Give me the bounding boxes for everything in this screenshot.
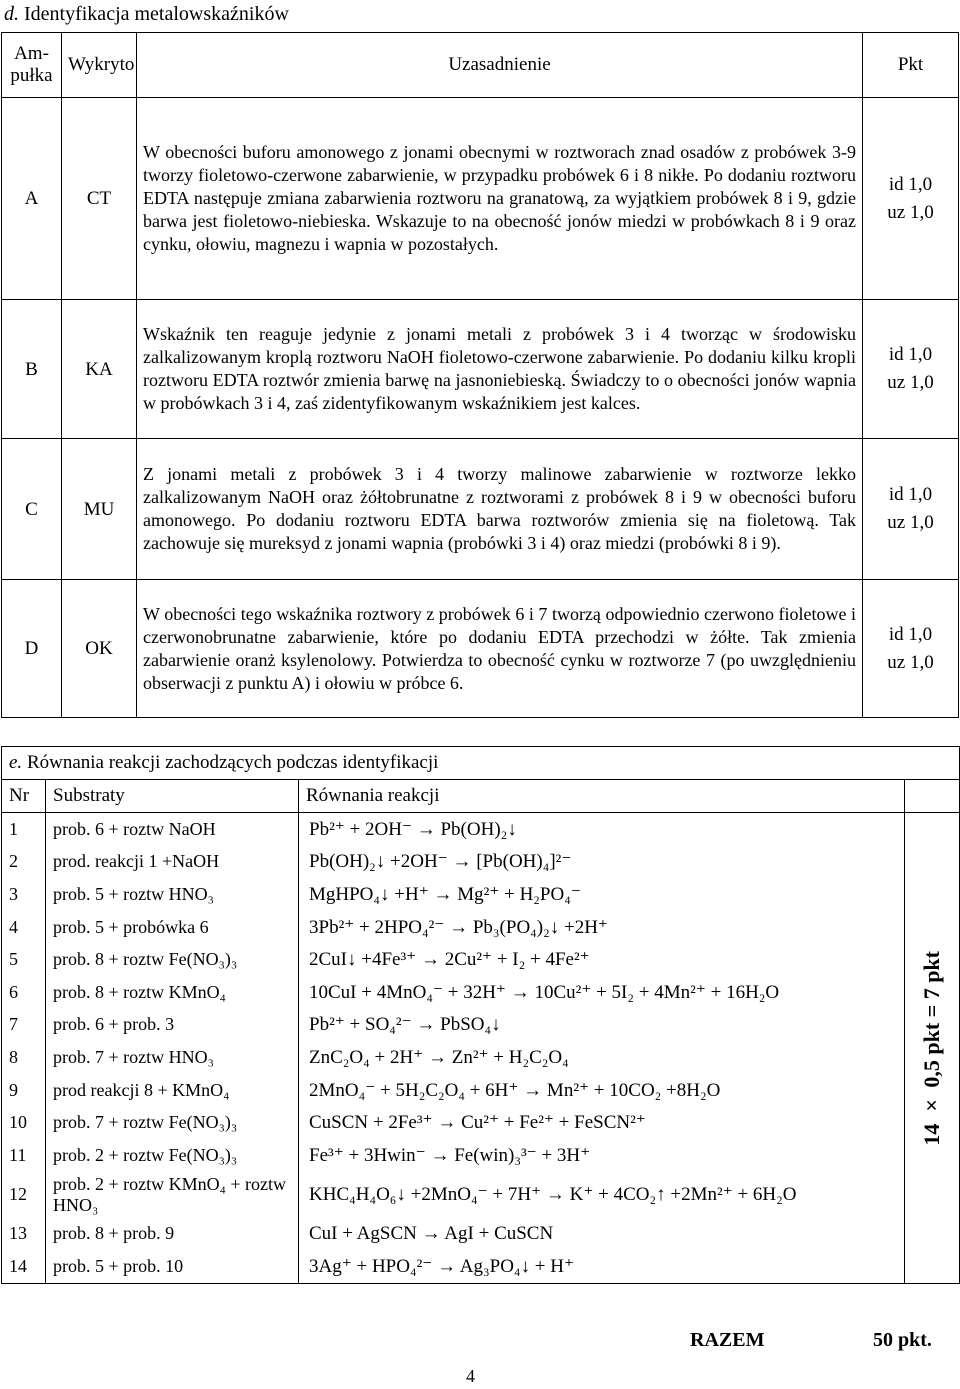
table-row	[2, 1250, 960, 1283]
equation-cell: Pb²⁺ + SO₄²⁻ → PbSO₄↓	[299, 1009, 905, 1042]
equation-cell: 3Pb²⁺ + 2HPO₄²⁻ → Pb₃(PO₄)₂↓ +2H⁺	[299, 911, 905, 944]
uzasadnienie-cell: W obecności tego wskaźnika roztwory z probówek 6 i 7 tworzą odpowiednio czerwono fioletowe i czerwonobrunatne zabarwienie, które po dodaniu EDTA przechodzi w żółte. Tak zmienia zabarwienie oranż ksylenolowy. Potwierdza to obecność cynku w roztworze 7 (po uwzględnieniu obserwacji z punktu A) i ołowiu w próbce 6.	[137, 580, 863, 718]
pkt-cell: id 1,0 uz 1,0	[863, 580, 959, 718]
equation-cell: CuI + AgSCN → AgI + CuSCN	[299, 1218, 905, 1251]
wykryto-cell: OK	[62, 580, 137, 718]
total-value: 50 pkt.	[873, 1329, 932, 1351]
indicator-identification-table	[1, 32, 959, 718]
nr-cell: 11	[2, 1139, 46, 1172]
uzasadnienie-cell: W obecności buforu amonowego z jonami obecnymi w roztworach znad osadów z probówek 3-9 tworzy fioletowo-czerwone zabarwienie, w przypadku probówek 6 i 8 nikłe. Po dodaniu roztworu EDTA następuje zmiana zabarwienia roztworu na granatową, za wyjątkiem probówek 8 i 9, gdzie barwa jest fioletowo-niebieska. Wskazuje to na obecność jonów miedzi w probówkach 8 i 9 oraz cynku, ołowiu, magnezu i wapnia w pozostałych.	[137, 98, 863, 300]
reaction-equations-table	[1, 746, 960, 1284]
nr-cell: 8	[2, 1041, 46, 1074]
table-row	[2, 878, 960, 911]
header-nr: Nr	[2, 780, 46, 813]
substraty-cell: prod reakcji 8 + KMnO₄	[46, 1074, 299, 1107]
total-label: RAZEM	[690, 1329, 765, 1351]
equation-cell: Fe³⁺ + 3Hwin⁻ → Fe(win)₃³⁻ + 3H⁺	[299, 1139, 905, 1172]
uzasadnienie-cell: Z jonami metali z probówek 3 i 4 tworzy malinowe zabarwienie w roztworze lekko zalkalizowanym NaOH oraz żółtobrunatne z roztworami z probówek 8 i 9 w obecności buforu amonowego. Po dodaniu roztworu EDTA barwa roztworów zmienia się na fioletową. Tak zachowuje się mureksyd z jonami wapnia (probówki 3 i 4) oraz miedzi (probówki 8 i 9).	[137, 439, 863, 580]
substraty-cell: prob. 8 + roztw Fe(NO₃)₃	[46, 943, 299, 976]
equation-cell: 10CuI + 4MnO₄⁻ + 32H⁺ → 10Cu²⁺ + 5I₂ + 4Mn²⁺ + 16H₂O	[299, 976, 905, 1009]
table-row	[2, 439, 959, 580]
equation-cell: ZnC₂O₄ + 2H⁺ → Zn²⁺ + H₂C₂O₄	[299, 1041, 905, 1074]
nr-cell: 13	[2, 1218, 46, 1251]
score-note: 14 × 0,5 pkt = 7 pkt	[919, 950, 945, 1146]
table-header-row	[2, 33, 959, 98]
nr-cell: 5	[2, 943, 46, 976]
pkt-cell: id 1,0 uz 1,0	[863, 98, 959, 300]
section-d-heading: Identyfikacja metalowskaźników	[24, 3, 289, 25]
equation-cell: MgHPO₄↓ +H⁺ → Mg²⁺ + H₂PO₄⁻	[299, 878, 905, 911]
nr-cell: 7	[2, 1009, 46, 1042]
equation-cell: CuSCN + 2Fe³⁺ → Cu²⁺ + Fe²⁺ + FeSCN²⁺	[299, 1106, 905, 1139]
substraty-cell: prob. 8 + roztw KMnO₄	[46, 976, 299, 1009]
substraty-cell: prod. reakcji 1 +NaOH	[46, 846, 299, 879]
substraty-cell: prob. 5 + prob. 10	[46, 1250, 299, 1283]
substraty-cell: prob. 7 + roztw HNO₃	[46, 1041, 299, 1074]
table-row	[2, 943, 960, 976]
equation-cell: 2MnO₄⁻ + 5H₂C₂O₄ + 6H⁺ → Mn²⁺ + 10CO₂ +8H₂O	[299, 1074, 905, 1107]
table-row	[2, 1074, 960, 1107]
table-row	[2, 911, 960, 944]
equation-cell: Pb²⁺ + 2OH⁻ → Pb(OH)₂↓	[299, 813, 905, 846]
header-blank	[905, 780, 960, 813]
nr-cell: 2	[2, 846, 46, 879]
page-number: 4	[466, 1366, 475, 1386]
header-rownania: Równania reakcji	[299, 780, 905, 813]
substraty-cell: prob. 5 + roztw HNO₃	[46, 878, 299, 911]
wykryto-cell: CT	[62, 98, 137, 300]
table-row	[2, 976, 960, 1009]
ampulka-cell: D	[2, 580, 62, 718]
wykryto-cell: MU	[62, 439, 137, 580]
substraty-cell: prob. 6 + prob. 3	[46, 1009, 299, 1042]
nr-cell: 12	[2, 1172, 46, 1218]
table-row	[2, 1139, 960, 1172]
table-header-row	[2, 780, 960, 813]
uzasadnienie-cell: Wskaźnik ten reaguje jedynie z jonami metali z probówek 3 i 4 tworząc w środowisku zalkalizowanym kroplą roztworu NaOH fioletowo-czerwone zabarwienie. Po dodaniu kilku kropli roztworu EDTA roztwór zmienia barwę na jasnoniebieską. Świadczy to o obecności jonów wapnia w probówkach 3 i 4, zaś zidentyfikowanym wskaźnikiem jest kalces.	[137, 300, 863, 439]
equation-cell: Pb(OH)₂↓ +2OH⁻ → [Pb(OH)₄]²⁻	[299, 846, 905, 879]
section-e-title-row	[2, 747, 960, 780]
table-row	[2, 1041, 960, 1074]
pkt-cell: id 1,0 uz 1,0	[863, 300, 959, 439]
substraty-cell: prob. 2 + roztw KMnO₄ + roztw HNO₃	[46, 1172, 299, 1218]
substraty-cell: prob. 5 + probówka 6	[46, 911, 299, 944]
header-uzasadnienie: Uzasadnienie	[137, 33, 863, 98]
nr-cell: 4	[2, 911, 46, 944]
nr-cell: 6	[2, 976, 46, 1009]
equation-cell: 2CuI↓ +4Fe³⁺ → 2Cu²⁺ + I₂ + 4Fe²⁺	[299, 943, 905, 976]
table-row	[2, 1172, 960, 1218]
header-wykryto: Wykryto	[62, 33, 137, 98]
table-row	[2, 1106, 960, 1139]
wykryto-cell: KA	[62, 300, 137, 439]
table-row	[2, 1218, 960, 1251]
nr-cell: 10	[2, 1106, 46, 1139]
equation-cell: KHC₄H₄O₆↓ +2MnO₄⁻ + 7H⁺ → K⁺ + 4CO₂↑ +2Mn²⁺ + 6H₂O	[299, 1172, 905, 1218]
table-row	[2, 846, 960, 879]
ampulka-cell: C	[2, 439, 62, 580]
nr-cell: 3	[2, 878, 46, 911]
table-row	[2, 813, 960, 846]
ampulka-cell: A	[2, 98, 62, 300]
section-d-title	[4, 3, 289, 26]
table-row	[2, 580, 959, 718]
section-e-title: e. Równania reakcji zachodzących podczas identyfikacji	[2, 747, 960, 780]
header-pkt: Pkt	[863, 33, 959, 98]
pkt-cell: id 1,0 uz 1,0	[863, 439, 959, 580]
header-ampulka: Am-pułka	[2, 33, 62, 98]
substraty-cell: prob. 8 + prob. 9	[46, 1218, 299, 1251]
equation-cell: 3Ag⁺ + HPO₄²⁻ → Ag₃PO₄↓ + H⁺	[299, 1250, 905, 1283]
nr-cell: 14	[2, 1250, 46, 1283]
nr-cell: 1	[2, 813, 46, 846]
substraty-cell: prob. 2 + roztw Fe(NO₃)₃	[46, 1139, 299, 1172]
table-row	[2, 98, 959, 300]
table-row	[2, 1009, 960, 1042]
ampulka-cell: B	[2, 300, 62, 439]
substraty-cell: prob. 6 + roztw NaOH	[46, 813, 299, 846]
section-d-letter: d.	[4, 3, 19, 25]
header-substraty: Substraty	[46, 780, 299, 813]
nr-cell: 9	[2, 1074, 46, 1107]
substraty-cell: prob. 7 + roztw Fe(NO₃)₃	[46, 1106, 299, 1139]
score-note-cell	[905, 813, 960, 1284]
table-row	[2, 300, 959, 439]
